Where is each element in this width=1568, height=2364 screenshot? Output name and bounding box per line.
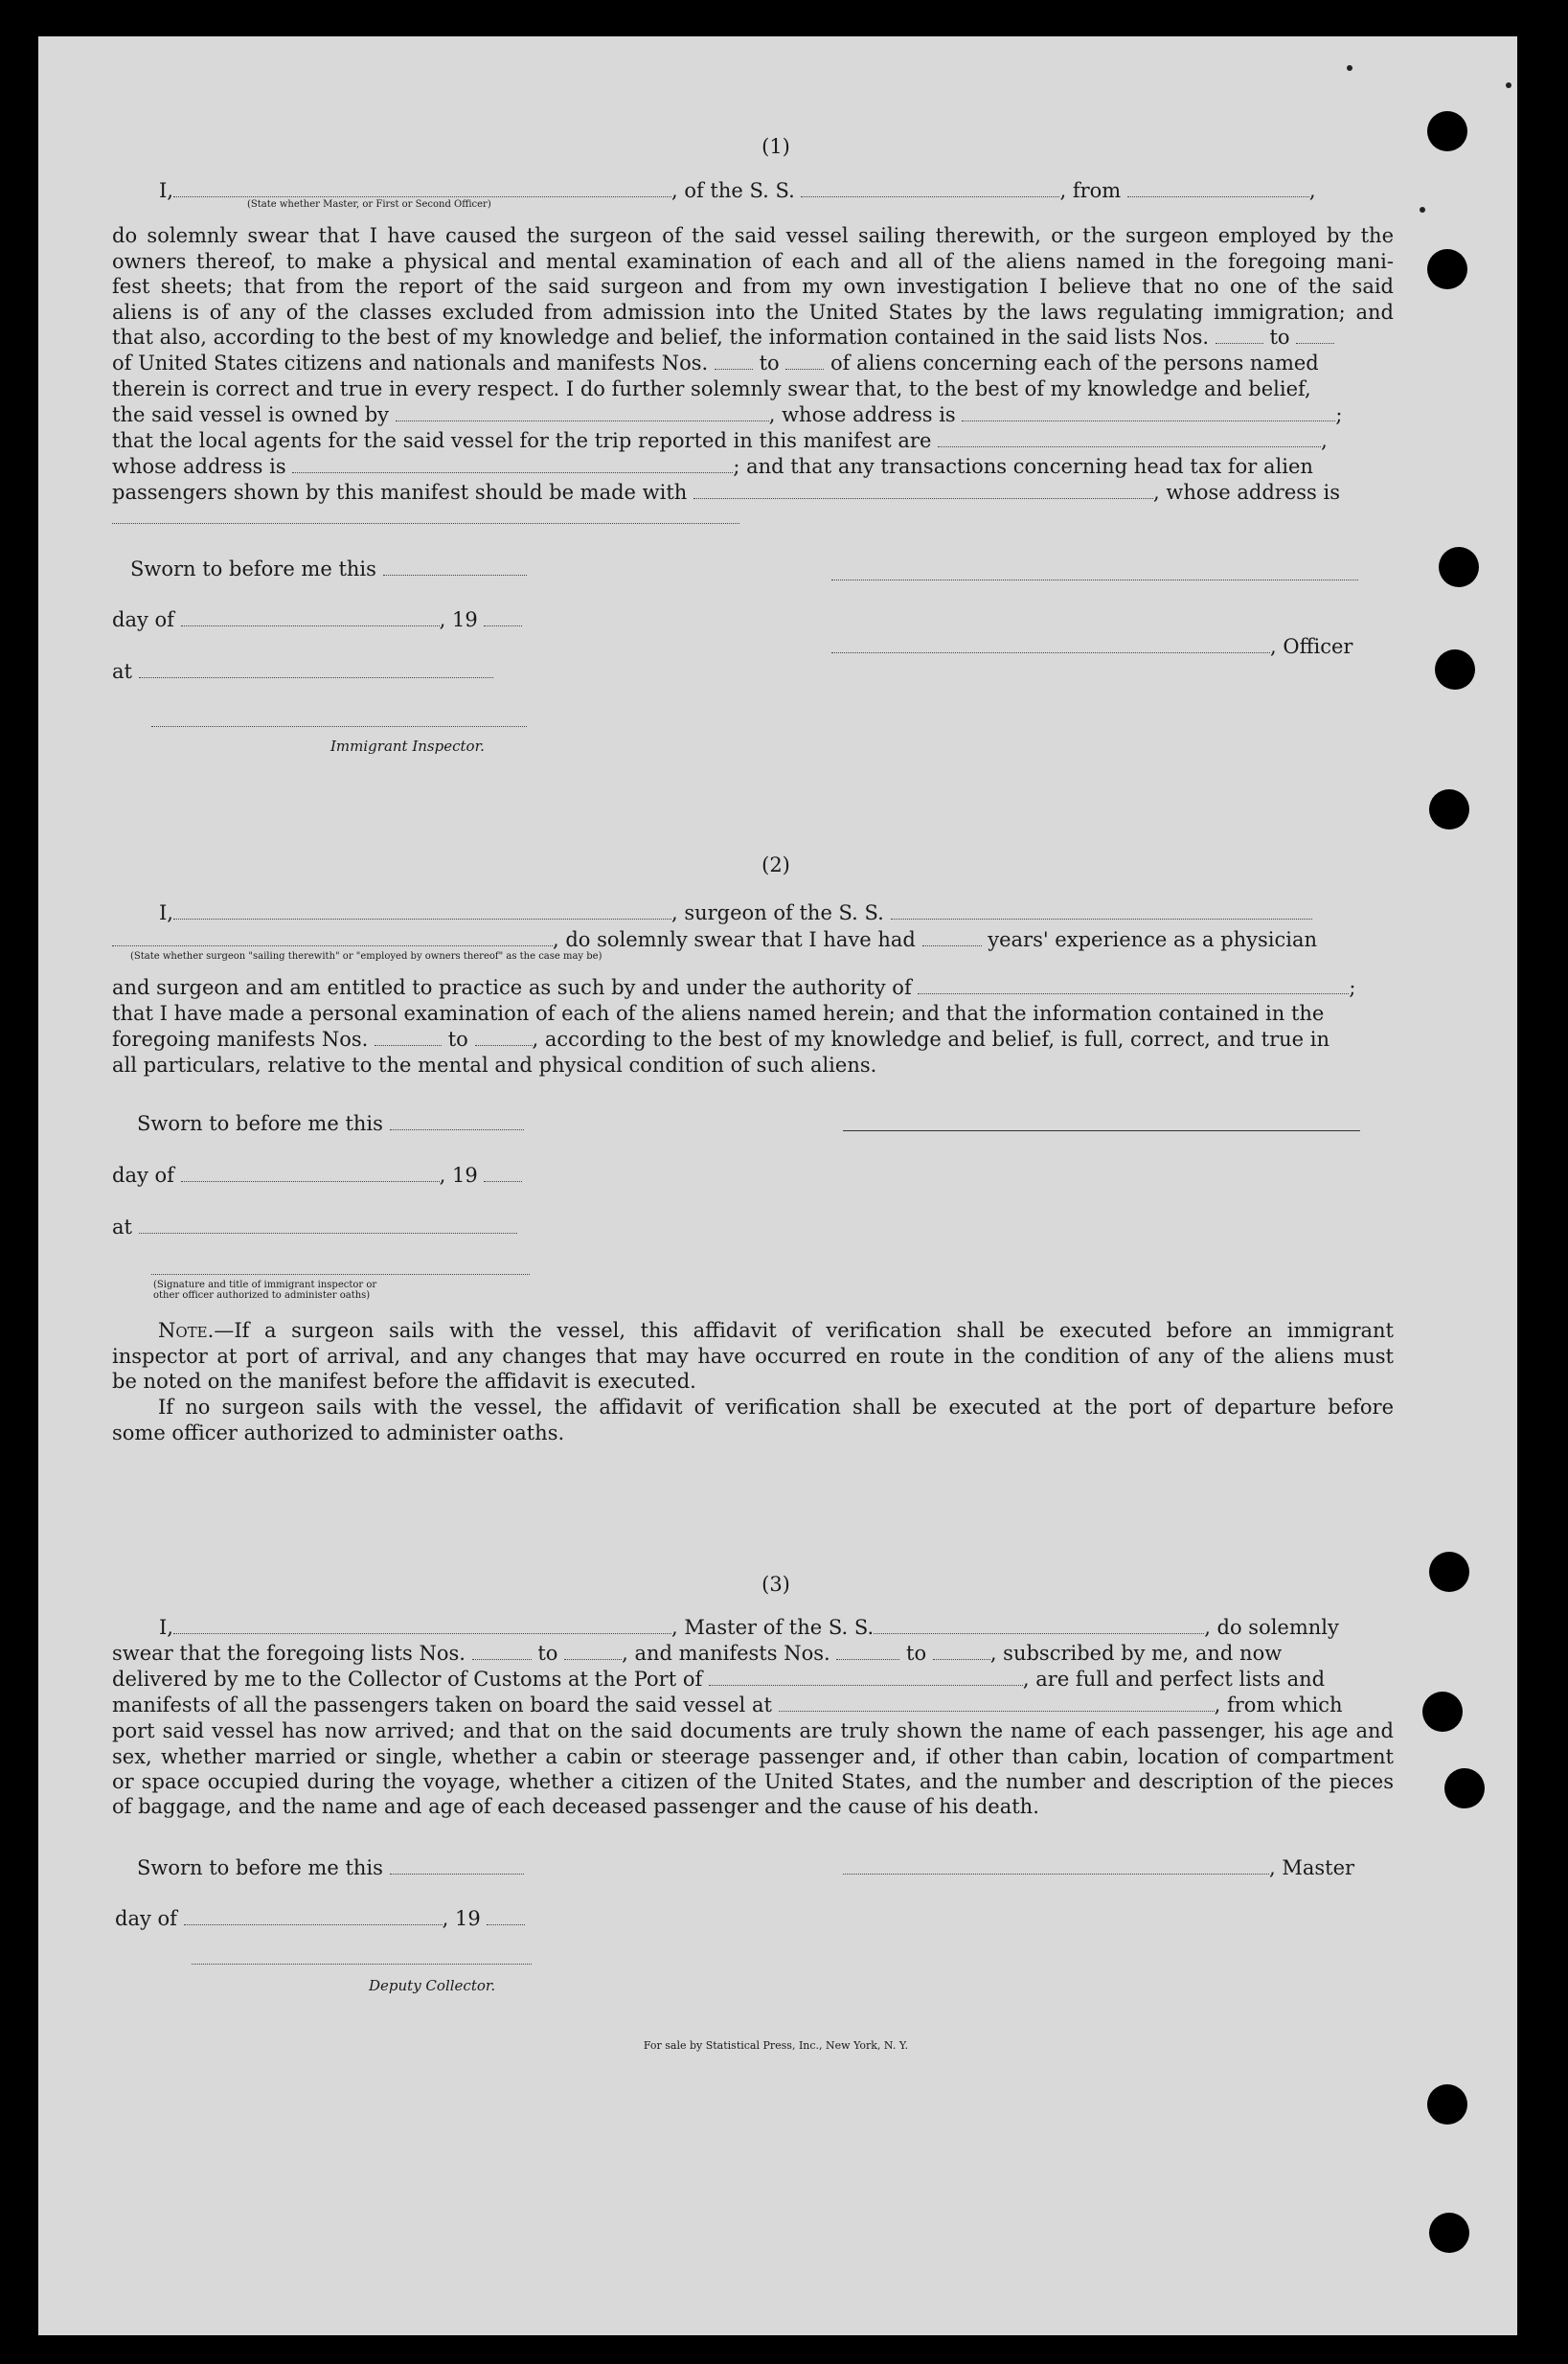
section3-line3: delivered by me to the Collector of Customs at the Port of , are full and perfect lists and <box>112 1668 1326 1691</box>
section1-line10: whose address is ; and that any transactions concerning head tax for alien <box>112 455 1313 478</box>
section3-line1: I, , Master of the S. S. , do solemnly <box>159 1616 1339 1639</box>
field-hint: (State whether surgeon "sailing therewith" or "employed by owners thereof" as the case may be) <box>130 951 602 962</box>
section3-paragraph: port said vessel has now arrived; and that on the said documents are truly shown the name of each passenger, his age and sex, whether married or single, whether a cabin or steerage passenger and, if other than cabin, location of compartment or space occupied during the voyage, whether a citizen of the United States, and the number and description of the pieces <box>112 1719 1394 1793</box>
speck <box>1420 207 1425 213</box>
section-number: (2) <box>761 853 790 876</box>
binder-hole <box>1444 1768 1485 1808</box>
inspector-label: Immigrant Inspector. <box>330 738 485 755</box>
signature-line <box>843 1130 1360 1131</box>
binder-hole <box>1429 789 1469 830</box>
section2-line1: I, , surgeon of the S. S. <box>159 900 1312 925</box>
section1-line9: that the local agents for the said vessel for the trip reported in this manifest are , <box>112 429 1328 452</box>
collector-signature-line <box>192 1964 532 1965</box>
speck <box>1506 82 1511 88</box>
section3-last-line: of baggage, and the name and age of each deceased passenger and the cause of his death. <box>112 1795 1039 1818</box>
binder-hole <box>1427 111 1467 151</box>
section3-line4: manifests of all the passengers taken on board the said vessel at , from which <box>112 1693 1343 1716</box>
at-line: at <box>112 1215 517 1239</box>
address-line <box>112 523 739 524</box>
section-number: (3) <box>761 1573 790 1596</box>
section1-paragraph: do solemnly swear that I have caused the surgeon of the said vessel sailing therewith, or the surgeon employed by the owners thereof, to make a physical and mental examination of each and all of the aliens named in the foregoing mani- fest sheets; that from the report of the said surgeon and from my own investigation I believe that no one of the said aliens is of any of the classes excluded from admission into the United States by the laws regulating immigration; and <box>112 224 1394 324</box>
section2-line6: all particulars, relative to the mental and physical condition of such aliens. <box>112 1054 877 1077</box>
binder-hole <box>1439 547 1479 587</box>
at-line: at <box>112 659 493 684</box>
sworn-line: Sworn to before me this <box>130 557 527 581</box>
section1-line11: passengers shown by this manifest should be made with , whose address is <box>112 481 1340 504</box>
note-paragraph: Note.—If a surgeon sails with the vessel, this affidavit of verification shall be executed before an immigrant inspector at port of arrival, and any changes that may have occurred en route in the condition of any of the aliens must <box>112 1319 1394 1368</box>
note-line3: be noted on the manifest before the affidavit is executed. <box>112 1370 696 1393</box>
binder-hole <box>1422 1692 1463 1732</box>
sworn-line: Sworn to before me this <box>137 1855 524 1880</box>
inspector-signature-line <box>151 1274 530 1275</box>
binder-hole <box>1429 1552 1469 1592</box>
section1-line5: that also, according to the best of my knowledge and belief, the information contained in the said lists Nos. to <box>112 325 1334 350</box>
speck <box>1347 65 1352 71</box>
note-line5: some officer authorized to administer oaths. <box>112 1421 565 1444</box>
note-label: Note. <box>158 1319 215 1342</box>
section2-line5: foregoing manifests Nos. to , according to the best of my knowledge and belief, is full, correct, and true in <box>112 1028 1329 1051</box>
collector-label: Deputy Collector. <box>369 1977 496 1994</box>
master-line: , Master <box>843 1855 1354 1880</box>
binder-hole <box>1427 2084 1467 2125</box>
footer-imprint: For sale by Statistical Press, Inc., New York, N. Y. <box>643 2039 909 2052</box>
officer-line: , Officer <box>831 634 1352 659</box>
signature-hint: (Signature and title of immigrant inspector or <box>153 1280 377 1290</box>
binder-hole <box>1427 249 1467 289</box>
section-number: (1) <box>761 135 790 158</box>
day-of-line: day of , 19 <box>115 1906 525 1931</box>
sworn-line: Sworn to before me this <box>137 1111 524 1136</box>
field-hint: (State whether Master, or First or Second Officer) <box>247 199 491 210</box>
section1-line8: the said vessel is owned by , whose address is ; <box>112 403 1343 426</box>
signature-hint: other officer authorized to administer oaths) <box>153 1290 371 1301</box>
inspector-signature-line <box>151 726 527 727</box>
section3-line2: swear that the foregoing lists Nos. to , and manifests Nos. to , subscribed by me, and now <box>112 1642 1283 1665</box>
form-page <box>38 36 1517 2335</box>
section1-line7: therein is correct and true in every respect. I do further solemnly swear that, to the best of my knowledge and belief, <box>112 377 1311 400</box>
day-of-line: day of , 19 <box>112 1163 522 1188</box>
section2-line2: , do solemnly swear that I have had years' experience as a physician <box>112 927 1317 952</box>
section1-line1: I, , of the S. S. , from , <box>159 179 1316 202</box>
section1-line6: of United States citizens and nationals and manifests Nos. to of aliens concerning each of the persons named <box>112 352 1319 375</box>
binder-hole <box>1429 2213 1469 2253</box>
note-paragraph-2: If no surgeon sails with the vessel, the affidavit of verification shall be executed at the port of departure before <box>158 1396 1394 1419</box>
binder-hole <box>1435 649 1475 690</box>
section2-line4: that I have made a personal examination of each of the aliens named herein; and that the information contained in the <box>112 1002 1325 1025</box>
day-of-line: day of , 19 <box>112 607 522 632</box>
section2-line3: and surgeon and am entitled to practice as such by and under the authority of ; <box>112 976 1356 999</box>
